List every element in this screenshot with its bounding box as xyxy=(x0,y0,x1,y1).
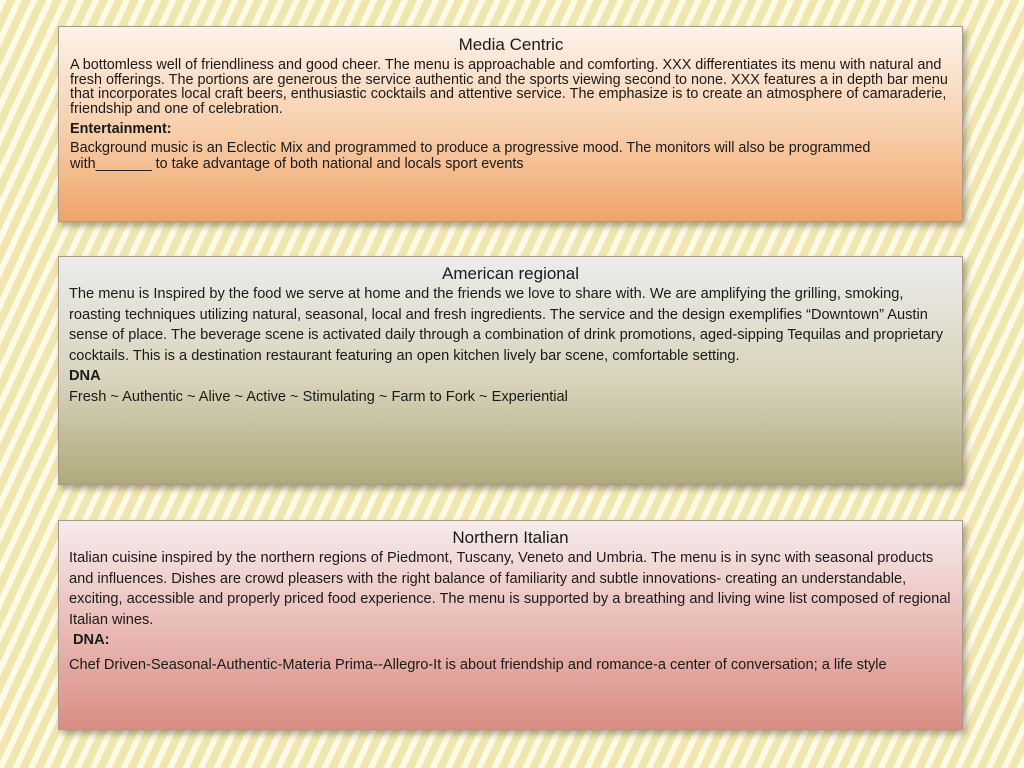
media-centric-panel xyxy=(58,26,963,222)
panel-description: Italian cuisine inspired by the northern regions of Piedmont, Tuscany, Veneto and Umbria. The menu is in sync with seasonal products and influences. Dishes are crowd pleasers with the right balance of familiarity and subtle innovations- creating an understandable, exciting, accessible and properly priced food experience. The menu is supported by a breathing and living wine list composed of regional Italian wines. xyxy=(69,550,951,628)
panel-title: Media Centric xyxy=(458,35,564,54)
northern-italian-panel xyxy=(58,520,963,730)
panel-description: A bottomless well of friendliness and good cheer. The menu is approachable and comforting. XXX differentiates its menu with natural and fresh offerings. The portions are generous the service authentic and the sports viewing second to none. XXX features a in depth bar menu that incorporates local craft beers, enthusiastic cocktails and attentive service. The emphasize is to create an atmosphere of camaraderie, friendship and one of celebration. xyxy=(70,57,948,117)
panel-subheading: DNA xyxy=(69,368,101,384)
panel-description: The menu is Inspired by the food we serve at home and the friends we love to share with. We are amplifying the grilling, smoking, roasting techniques utilizing natural, seasonal, local and fresh ingredients. The service and the design exemplifies “Downtown” Austin sense of place. The beverage scene is activated daily through a combination of drink promotions, aged-sipping Tequilas and proprietary cocktails. This is a destination restaurant featuring an open kitchen lively bar scene, comfortable setting. xyxy=(69,286,943,364)
panel-subtext: Background music is an Eclectic Mix and programmed to produce a progressive mood. The monitors will also be programmed with_______ to take advantage of both national and locals sport events xyxy=(70,140,871,172)
panel-subheading: Entertainment: xyxy=(70,121,172,137)
panel-title: Northern Italian xyxy=(452,528,569,547)
panel-subheading: DNA: xyxy=(73,632,110,648)
american-regional-panel xyxy=(58,256,963,485)
panel-subtext: Chef Driven-Seasonal-Authentic-Materia Prima--Allegro-It is about friendship and romance-a center of conversation; a life style xyxy=(69,656,887,673)
panel-subtext: Fresh ~ Authentic ~ Alive ~ Active ~ Stimulating ~ Farm to Fork ~ Experiential xyxy=(69,388,568,405)
panel-title: American regional xyxy=(441,264,579,283)
